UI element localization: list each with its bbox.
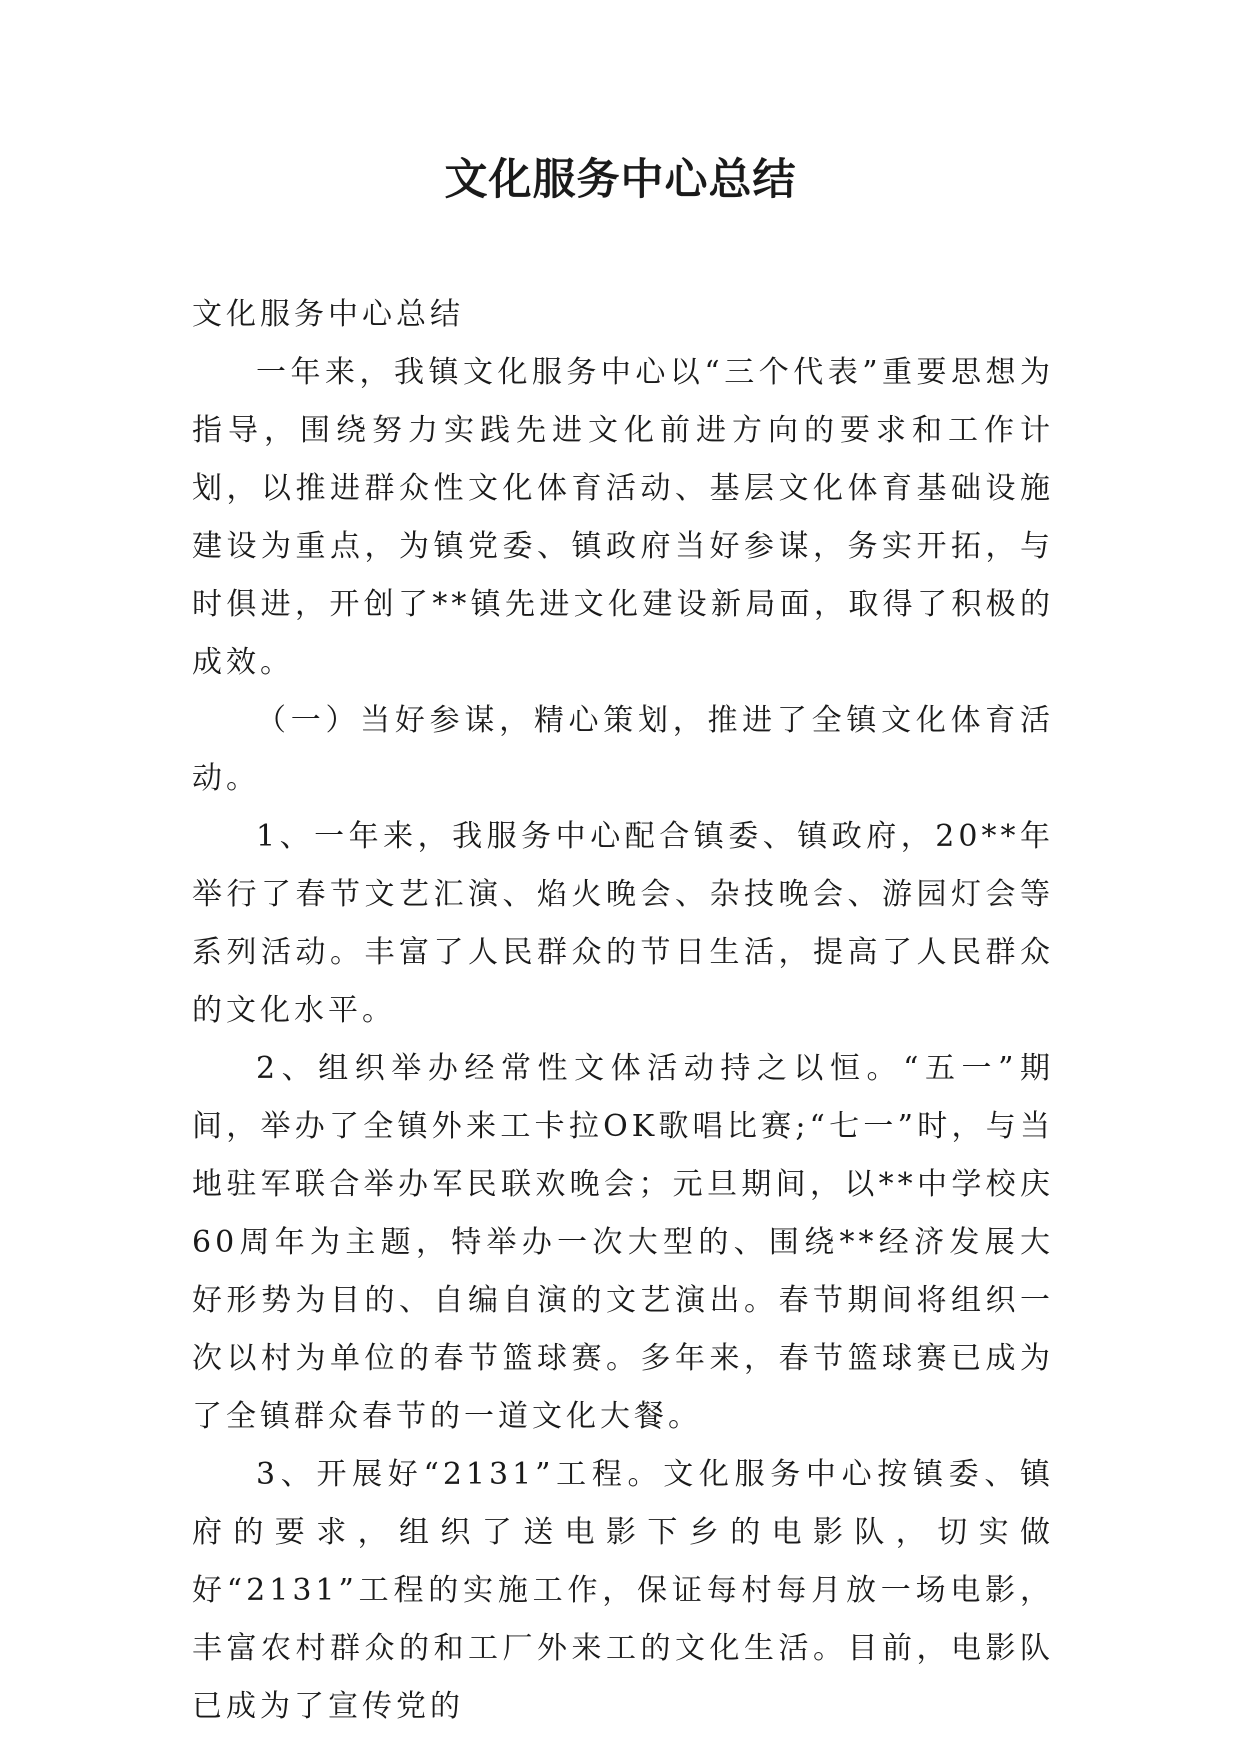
paragraph-subtitle: 文化服务中心总结 (192, 297, 464, 332)
paragraph-item-3: 3、开展好“2131”工程。文化服务中心按镇委、镇府的要求，组织了送电影下乡的电影队，切实做好“2131”工程的实施工作，保证每村每月放一场电影，丰富农村群众的和工厂外来工的文化生活。目前，电影队已成为了宣传党的 (192, 1457, 1054, 1724)
document-title: 文化服务中心总结 (444, 155, 797, 205)
paragraph-intro: 一年来，我镇文化服务中心以“三个代表”重要思想为指导，围绕努力实践先进文化前进方向的要求和工作计划，以推进群众性文化体育活动、基层文化体育基础设施建设为重点，为镇党委、镇政府当好参谋，务实开拓，与时俱进，开创了**镇先进文化建设新局面，取得了积极的成效。 (192, 355, 1054, 680)
paragraph-item-2: 2、组织举办经常性文体活动持之以恒。“五一”期间，举办了全镇外来工卡拉OK歌唱比赛;“七一”时，与当地驻军联合举办军民联欢晚会；元旦期间，以**中学校庆60周年为主题，特举办一次大型的、围绕**经济发展大好形势为目的、自编自演的文艺演出。春节期间将组织一次以村为单位的春节篮球赛。多年来，春节篮球赛已成为了全镇群众春节的一道文化大餐。 (192, 1051, 1054, 1434)
section-heading-one: （一）当好参谋，精心策划，推进了全镇文化体育活动。 (192, 703, 1054, 796)
document-body (192, 286, 1054, 1736)
paragraph-item-1: 1、一年来，我服务中心配合镇委、镇政府，20**年举行了春节文艺汇演、焰火晚会、杂技晚会、游园灯会等系列活动。丰富了人民群众的节日生活，提高了人民群众的文化水平。 (192, 819, 1054, 1028)
